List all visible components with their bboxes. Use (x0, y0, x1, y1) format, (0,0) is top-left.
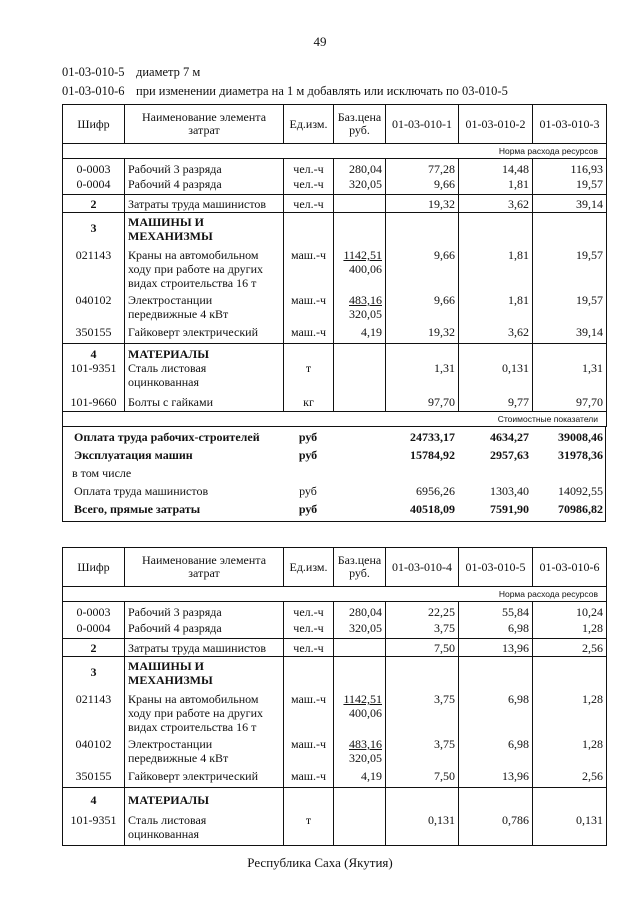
cell-value-2: 0,786 (459, 809, 533, 845)
cell-price (334, 639, 386, 657)
cell-value-2: 3,62 (459, 325, 533, 343)
header-code-2: 01-03-010-6 (62, 84, 125, 98)
cost-unit: руб (298, 502, 318, 516)
cell-code: 021143 (63, 687, 125, 737)
cell-value-2: 3,62 (459, 195, 533, 213)
cell-price (334, 737, 386, 769)
table-row (63, 177, 607, 195)
cell-value-1: 19,32 (386, 325, 459, 343)
cell-code: 3 (63, 213, 125, 244)
cell-value-3: 1,31 (533, 361, 607, 393)
cell-price: 320,05 (334, 621, 386, 639)
section-row-machines (63, 213, 607, 244)
cell-empty (334, 343, 386, 361)
cell-value-3: 1,28 (533, 737, 607, 769)
cell-value-1: 7,50 (386, 769, 459, 787)
cost-row (62, 428, 606, 446)
cell-unit: маш.-ч (284, 243, 334, 293)
cell-code: 0-0003 (63, 602, 125, 621)
table-row (63, 809, 607, 845)
cell-name: Рабочий 3 разряда (125, 602, 284, 621)
cell-value-2: 13,96 (459, 639, 533, 657)
cell-value-1: 9,66 (386, 177, 459, 195)
header-line-2 (62, 84, 508, 99)
cost-label-row (63, 411, 607, 426)
col-header-price: Баз.цена руб. (334, 548, 386, 587)
cell-name: Рабочий 3 разряда (125, 159, 284, 177)
cost-value-1: 24733,17 (410, 430, 455, 444)
cell-unit: маш.-ч (284, 737, 334, 769)
cell-value-2: 1,81 (459, 243, 533, 293)
norm-label-row (63, 587, 607, 602)
price-bottom: 320,05 (349, 307, 382, 321)
cell-empty (386, 657, 459, 688)
cell-name: МАТЕРИАЛЫ (125, 787, 284, 809)
col-header-name: Наименование элемента затрат (125, 105, 284, 144)
header-text-2: при изменении диаметра на 1 м добавлять или исключать по 03-010-5 (136, 84, 508, 98)
cell-value-1: 9,66 (386, 243, 459, 293)
cell-unit: чел.-ч (284, 639, 334, 657)
table-row (63, 737, 607, 769)
cost-value-2: 7591,90 (490, 502, 529, 516)
cell-value-3: 2,56 (533, 639, 607, 657)
cost-unit: руб (299, 484, 317, 498)
cell-empty (334, 787, 386, 809)
cell-code: 0-0004 (63, 621, 125, 639)
cell-code: 040102 (63, 293, 125, 325)
table-row (63, 195, 607, 213)
table-row (63, 769, 607, 787)
cell-empty (284, 343, 334, 361)
cell-value-1: 9,66 (386, 293, 459, 325)
resource-table-1 (62, 104, 607, 427)
cell-price: 4,19 (334, 769, 386, 787)
cell-empty (533, 343, 607, 361)
price-bottom: 400,06 (349, 706, 382, 720)
cell-empty (284, 787, 334, 809)
col-header-name: Наименование элемента затрат (125, 548, 284, 587)
cell-value-1: 19,32 (386, 195, 459, 213)
cell-empty (533, 657, 607, 688)
cell-empty (386, 213, 459, 244)
section-row-materials (63, 787, 607, 809)
header-code-1: 01-03-010-5 (62, 65, 125, 79)
cell-value-2: 1,81 (459, 293, 533, 325)
cell-empty (533, 213, 607, 244)
footer-region: Республика Саха (Якутия) (247, 855, 393, 870)
cell-code: 350155 (63, 325, 125, 343)
cell-value-2: 1,81 (459, 177, 533, 195)
cell-value-1: 3,75 (386, 687, 459, 737)
cost-summary-block (62, 426, 606, 522)
cell-unit: маш.-ч (284, 769, 334, 787)
cell-empty (334, 213, 386, 244)
cell-unit: чел.-ч (284, 177, 334, 195)
cell-empty (284, 657, 334, 688)
cell-value-2: 6,98 (459, 621, 533, 639)
cost-name: Оплата труда рабочих-строителей (74, 430, 260, 444)
header-text-1: диаметр 7 м (136, 65, 201, 79)
table-header-row (63, 105, 607, 144)
cell-price: 320,05 (334, 177, 386, 195)
cell-empty (334, 657, 386, 688)
cell-unit: маш.-ч (284, 293, 334, 325)
cell-value-1: 0,131 (386, 809, 459, 845)
cell-value-3: 19,57 (533, 243, 607, 293)
cost-name: в том числе (72, 466, 132, 480)
cell-value-2: 55,84 (459, 602, 533, 621)
cell-value-2: 13,96 (459, 769, 533, 787)
cell-value-3: 19,57 (533, 293, 607, 325)
col-header-price: Баз.цена руб. (334, 105, 386, 144)
cell-code: 2 (63, 195, 125, 213)
cell-code: 021143 (63, 243, 125, 293)
cell-empty (333, 428, 385, 446)
cell-value-1: 77,28 (386, 159, 459, 177)
section-row-machines (63, 657, 607, 688)
cost-value-1: 6956,26 (416, 484, 455, 498)
cost-value-3: 31978,36 (558, 448, 603, 462)
cell-unit: чел.-ч (284, 602, 334, 621)
cell-code: 2 (63, 639, 125, 657)
cell-name: Гайковерт электрический (125, 325, 284, 343)
cell-value-2: 9,77 (459, 393, 533, 411)
cell-value-1: 97,70 (386, 393, 459, 411)
price-top: 483,16 (349, 737, 382, 751)
cell-price (334, 195, 386, 213)
cell-name: Гайковерт электрический (125, 769, 284, 787)
cell-name: МАШИНЫ И МЕХАНИЗМЫ (125, 657, 284, 688)
col-header-variant-3: 01-03-010-3 (533, 105, 607, 144)
norm-label-row (63, 144, 607, 159)
cell-unit: чел.-ч (284, 621, 334, 639)
cell-value-3: 116,93 (533, 159, 607, 177)
cell-empty (459, 213, 533, 244)
cell-name: Электростанции передвижные 4 кВт (125, 737, 284, 769)
cell-name: Болты с гайками (125, 393, 284, 411)
cell-name: Затраты труда машинистов (125, 639, 284, 657)
cell-code: 101-9660 (63, 393, 125, 411)
price-top: 1142,51 (343, 248, 382, 262)
col-header-code: Шифр (63, 105, 125, 144)
cell-empty (333, 500, 385, 518)
cell-name: Краны на автомобильном ходу при работе на других видах строительства 16 т (125, 243, 284, 293)
cell-code: 101-9351 (63, 361, 125, 393)
norm-label: Норма расхода ресурсов (63, 587, 607, 602)
price-top: 483,16 (349, 293, 382, 307)
cell-code: 040102 (63, 737, 125, 769)
cell-value-3: 1,28 (533, 687, 607, 737)
cost-unit: руб (298, 430, 318, 444)
cell-value-3: 0,131 (533, 809, 607, 845)
cell-price: 280,04 (334, 159, 386, 177)
cell-name: Затраты труда машинистов (125, 195, 284, 213)
cell-value-2: 6,98 (459, 737, 533, 769)
cell-price (334, 393, 386, 411)
cost-value-1: 15784,92 (410, 448, 455, 462)
cell-unit: т (284, 809, 334, 845)
cell-empty (459, 657, 533, 688)
cell-value-1: 22,25 (386, 602, 459, 621)
resource-table-2 (62, 547, 607, 846)
cell-unit: маш.-ч (284, 687, 334, 737)
cell-value-1: 7,50 (386, 639, 459, 657)
table-row (63, 243, 607, 293)
table-row (63, 687, 607, 737)
table-row (63, 639, 607, 657)
cell-value-3: 39,14 (533, 195, 607, 213)
page-number: 49 (313, 34, 327, 49)
header-line-1 (62, 65, 200, 80)
cell-name: Сталь листовая оцинкованная (125, 361, 284, 393)
cell-empty (386, 787, 459, 809)
cell-unit: чел.-ч (284, 195, 334, 213)
table-header-row (63, 548, 607, 587)
cost-row (62, 464, 606, 482)
cell-unit: кг (284, 393, 334, 411)
table-row (63, 293, 607, 325)
cell-price (334, 293, 386, 325)
cell-name: Краны на автомобильном ходу при работе на других видах строительства 16 т (125, 687, 284, 737)
cell-empty (284, 213, 334, 244)
cell-code: 101-9351 (63, 809, 125, 845)
cell-price: 280,04 (334, 602, 386, 621)
cost-name: Оплата труда машинистов (74, 484, 209, 498)
table-row (63, 361, 607, 393)
price-bottom: 320,05 (349, 751, 382, 765)
col-header-variant-1: 01-03-010-4 (386, 548, 459, 587)
cell-price (334, 687, 386, 737)
cell-empty (333, 446, 385, 464)
cell-code: 0-0003 (63, 159, 125, 177)
cost-value-3: 14092,55 (558, 484, 603, 498)
price-bottom: 400,06 (349, 262, 382, 276)
cost-label: Стоимостные показатели (63, 411, 607, 426)
cell-empty (459, 787, 533, 809)
cell-price (334, 809, 386, 845)
cell-value-3: 1,28 (533, 621, 607, 639)
cell-empty (459, 343, 533, 361)
cell-value-1: 3,75 (386, 621, 459, 639)
cell-name: Электростанции передвижные 4 кВт (125, 293, 284, 325)
cell-empty (533, 787, 607, 809)
cell-name: МАШИНЫ И МЕХАНИЗМЫ (125, 213, 284, 244)
cell-unit: маш.-ч (284, 325, 334, 343)
cell-value-3: 10,24 (533, 602, 607, 621)
cost-value-2: 2957,63 (490, 448, 529, 462)
cell-code: 350155 (63, 769, 125, 787)
cost-value-3: 70986,82 (558, 502, 603, 516)
cell-value-2: 14,48 (459, 159, 533, 177)
cost-name: Эксплуатация машин (74, 448, 193, 462)
cost-value-2: 4634,27 (490, 430, 529, 444)
cell-name: Рабочий 4 разряда (125, 177, 284, 195)
table-row (63, 602, 607, 621)
cost-name: Всего, прямые затраты (74, 502, 201, 516)
cost-row (62, 500, 606, 518)
col-header-unit: Ед.изм. (284, 548, 334, 587)
col-header-variant-3: 01-03-010-6 (533, 548, 607, 587)
cell-code: 4 (63, 787, 125, 809)
cell-value-3: 2,56 (533, 769, 607, 787)
cell-name: Рабочий 4 разряда (125, 621, 284, 639)
cost-row (62, 446, 606, 464)
col-header-unit: Ед.изм. (284, 105, 334, 144)
col-header-variant-2: 01-03-010-2 (459, 105, 533, 144)
cell-value-1: 3,75 (386, 737, 459, 769)
cell-value-1: 1,31 (386, 361, 459, 393)
cost-row (62, 482, 606, 500)
table-row (63, 621, 607, 639)
cell-empty (386, 343, 459, 361)
table-row (63, 393, 607, 411)
cell-value-2: 6,98 (459, 687, 533, 737)
cell-code: 4 (63, 343, 125, 361)
cost-value-2: 1303,40 (490, 484, 529, 498)
cell-unit: т (284, 361, 334, 393)
cell-price (334, 361, 386, 393)
cell-unit: чел.-ч (284, 159, 334, 177)
cost-value-3: 39008,46 (558, 430, 603, 444)
norm-label: Норма расхода ресурсов (63, 144, 607, 159)
table-row (63, 325, 607, 343)
cell-code: 0-0004 (63, 177, 125, 195)
section-row-materials (63, 343, 607, 361)
cell-price: 4,19 (334, 325, 386, 343)
cell-value-2: 0,131 (459, 361, 533, 393)
cost-table (62, 428, 606, 518)
price-top: 1142,51 (343, 692, 382, 706)
cell-value-3: 39,14 (533, 325, 607, 343)
col-header-variant-1: 01-03-010-1 (386, 105, 459, 144)
col-header-code: Шифр (63, 548, 125, 587)
col-header-variant-2: 01-03-010-5 (459, 548, 533, 587)
table-row (63, 159, 607, 177)
cell-name: МАТЕРИАЛЫ (125, 343, 284, 361)
cell-code: 3 (63, 657, 125, 688)
cell-name: Сталь листовая оцинкованная (125, 809, 284, 845)
cell-value-3: 97,70 (533, 393, 607, 411)
cell-value-3: 19,57 (533, 177, 607, 195)
cost-unit: руб (298, 448, 318, 462)
cost-value-1: 40518,09 (410, 502, 455, 516)
cell-price (334, 243, 386, 293)
cell-empty (333, 482, 385, 500)
